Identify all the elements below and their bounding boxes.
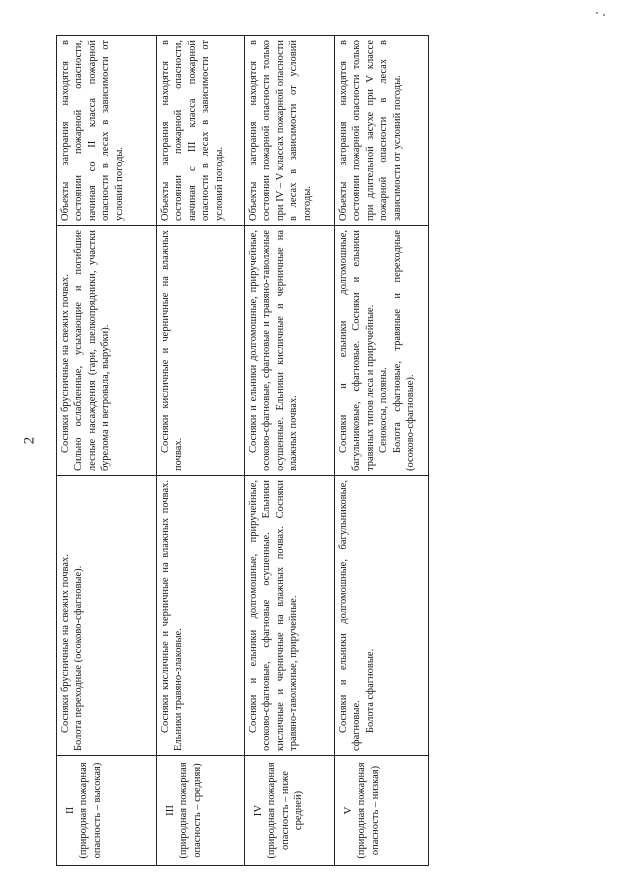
danger-class-description: (природная пожарная опасность – ниже средней) bbox=[266, 762, 304, 859]
fire-danger-table-wrapper bbox=[56, 36, 428, 866]
ignition-objects-cell bbox=[57, 226, 157, 476]
danger-class-cell bbox=[335, 756, 429, 866]
ignition-object-line: Сильно ослабленные, усыхающие и погибшие лесные насаждения (гари, шелкопрядники, участки бурелома и ветровала, вырубки). bbox=[73, 230, 112, 471]
page-number: 2 bbox=[21, 436, 38, 445]
danger-condition-cell: Объекты загорания находятся в состоянии пожарной опасности только при длительной засухе при V классе пожарной опасности в лесах в зависимости от условий погоды. bbox=[335, 36, 429, 226]
danger-class-number: III bbox=[164, 805, 176, 816]
table-row bbox=[57, 36, 157, 866]
ignition-objects-cell bbox=[245, 226, 335, 476]
ignition-object-line: Сосняки и ельники долгомошные, багульниковые, сфагновые. Сосняки и ельники травяных типов леса и приручейные. bbox=[338, 230, 376, 471]
danger-class-number: II bbox=[64, 806, 76, 815]
forest-type-line: Сосняки и ельники долгомошные, приручейные, осоково-сфагновые, сфагновые осушенные. Ельники кисличные и черничные на влажных почвах. Сосняки травяно-таволжные, приручейные. bbox=[248, 480, 300, 751]
forest-type-line: Болота сфагновые. bbox=[364, 648, 376, 733]
danger-class-number: IV bbox=[252, 804, 264, 817]
forest-types-cell bbox=[157, 476, 245, 756]
danger-condition-cell: Объекты загорания находятся в состоянии пожарной опасности, начиная с III класса пожарной опасности в лесах в зависимости от условий погоды. bbox=[157, 36, 245, 226]
ignition-object-line: Сосняки кисличные и черничные на влажных почвах. bbox=[160, 230, 185, 471]
danger-class-description: (природная пожарная опасность – средняя) bbox=[178, 762, 203, 859]
scan-speck bbox=[603, 14, 605, 16]
danger-condition-cell: Объекты загорания находятся в состоянии пожарной опасности, начиная со II класса пожарной опасности в лесах в зависимости от условий погоды. bbox=[57, 36, 157, 226]
forest-type-line: Сосняки брусничные на свежих почвах. bbox=[60, 554, 71, 733]
table-row bbox=[245, 36, 335, 866]
danger-class-cell bbox=[245, 756, 335, 866]
table-row bbox=[157, 36, 245, 866]
forest-type-line: Сосняки и ельники долгомошные, багульниковые, сфагновые. bbox=[338, 480, 363, 751]
forest-types-cell bbox=[57, 476, 157, 756]
danger-class-cell bbox=[157, 756, 245, 866]
table-row bbox=[335, 36, 429, 866]
danger-class-cell bbox=[57, 756, 157, 866]
ignition-object-line: Болота сфагновые, травяные и переходные (осоково-сфагновые). bbox=[391, 230, 417, 471]
fire-danger-table bbox=[56, 35, 429, 866]
forest-types-cell bbox=[335, 476, 429, 756]
danger-class-description: (природная пожарная опасность – высокая) bbox=[78, 762, 103, 859]
forest-type-line: Сосняки кисличные и черничные на влажных почвах. Ельники травяно-злаковые. bbox=[160, 480, 185, 751]
danger-condition-cell: Объекты загорания находятся в состоянии пожарной опасности только при IV – V классах пожарной опасности в лесах в зависимости от условий погоды. bbox=[245, 36, 335, 226]
forest-type-line: Болота переходные (осоково-сфагновые). bbox=[73, 565, 85, 751]
danger-class-number: V bbox=[342, 806, 354, 815]
ignition-object-line: Сосняки и ельники долгомошные, приручейные, осоково-сфагновые, сфагновые и травяно-таволжные осушенные. Ельники кисличные и черничные на влажных почвах. bbox=[248, 230, 300, 471]
scan-speck bbox=[596, 12, 598, 14]
forest-types-cell bbox=[245, 476, 335, 756]
ignition-objects-cell bbox=[157, 226, 245, 476]
ignition-object-line: Сенокосы, поляны. bbox=[378, 367, 390, 453]
ignition-objects-cell bbox=[335, 226, 429, 476]
ignition-object-line: Сосняки брусничные на свежих почвах. bbox=[60, 274, 71, 453]
danger-class-description: (природная пожарная опасность – низкая) bbox=[356, 762, 381, 859]
